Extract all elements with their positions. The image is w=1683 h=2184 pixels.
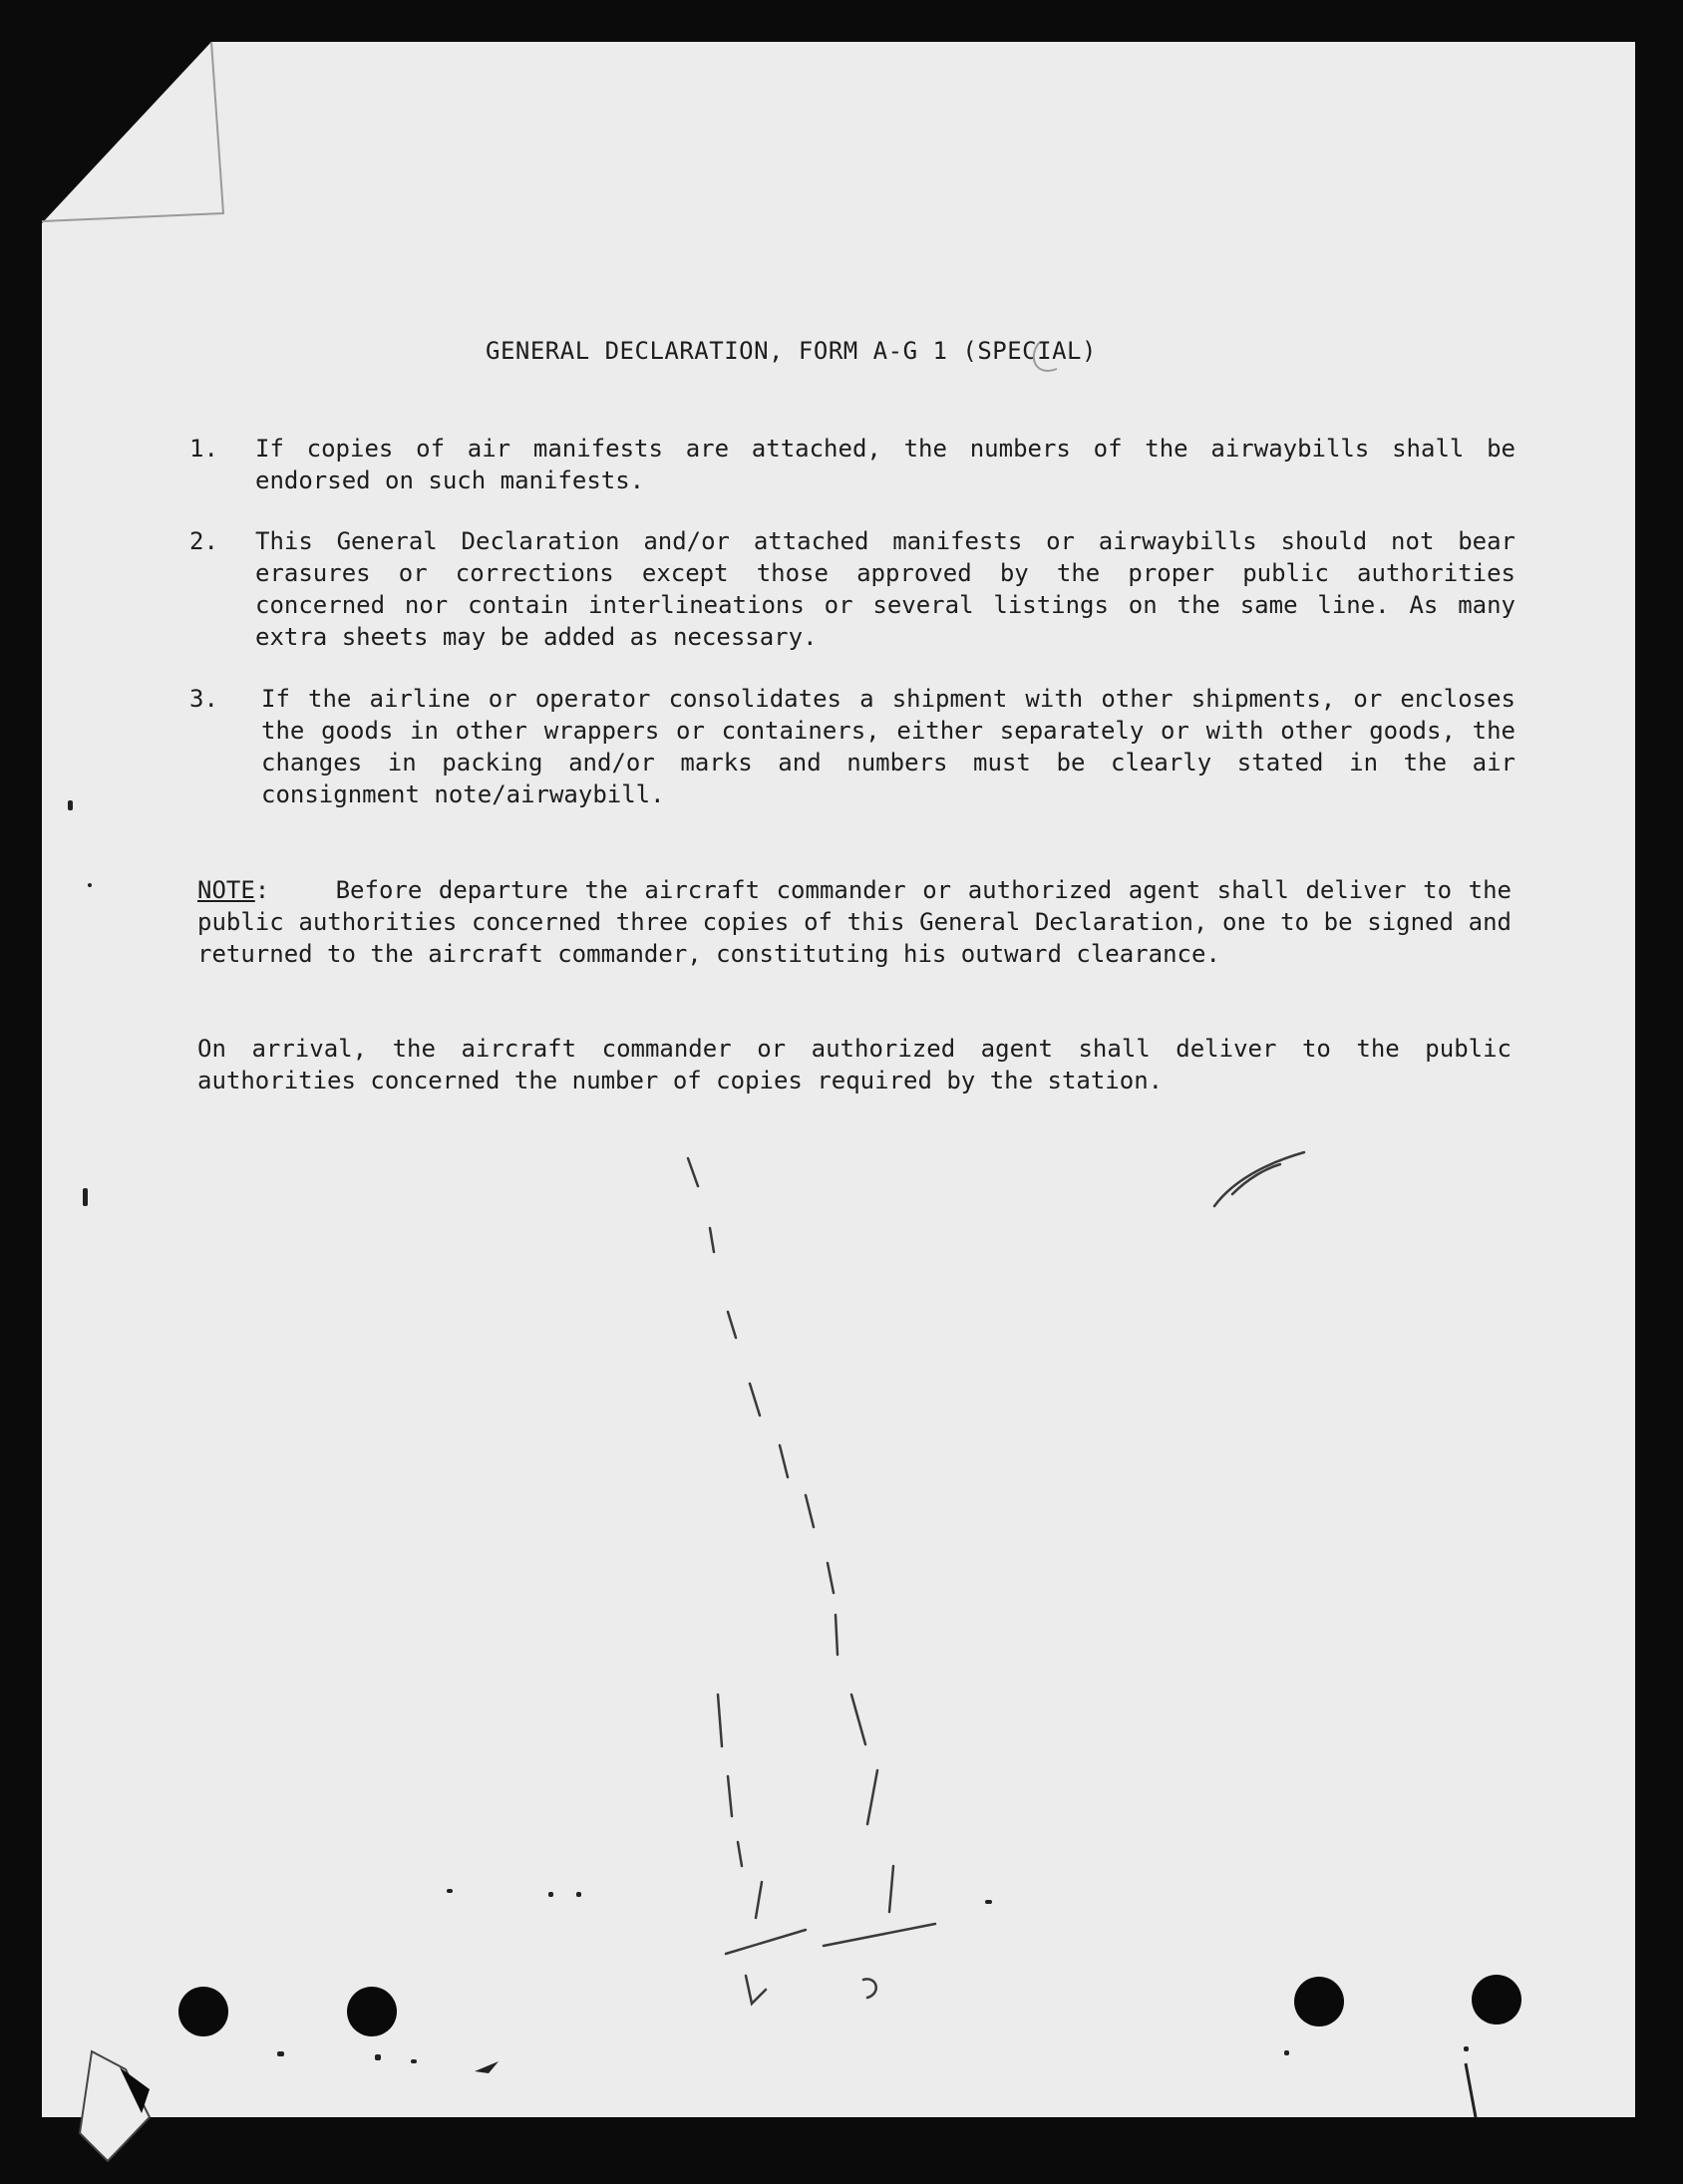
arrival-paragraph: On arrival, the aircraft commander or authorized agent shall deliver to the public authorities concerned the number of copies required by the station. xyxy=(197,1035,1512,1094)
note-label: NOTE xyxy=(197,876,255,904)
page-title: GENERAL DECLARATION, FORM A-G 1 (SPECIAL) xyxy=(486,337,1097,365)
note-label-colon: : xyxy=(254,876,270,904)
scan-speck xyxy=(1464,2046,1469,2051)
scan-speck xyxy=(375,2054,381,2060)
scan-speck xyxy=(985,1900,992,1904)
scan-speck xyxy=(447,1889,453,1893)
scan-speck xyxy=(411,2059,417,2063)
scan-speck xyxy=(68,800,73,810)
scan-speck xyxy=(83,1188,88,1206)
punch-hole xyxy=(347,1987,397,2036)
item-number: 2. xyxy=(189,527,218,555)
item-text: If the airline or operator consolidates a shipment with other shipments, or encloses the goods in other wrappers or containers, either separately or with other goods, the changes in packing and/or marks and numbers must be clearly stated in the air consignment note/airwaybill. xyxy=(261,685,1515,808)
punch-hole xyxy=(1472,1975,1521,2025)
scan-speck xyxy=(277,2051,284,2056)
scan-speck xyxy=(576,1892,581,1897)
note-paragraph xyxy=(197,874,1512,970)
scan-speck xyxy=(1284,2050,1289,2055)
punch-hole xyxy=(1294,1977,1344,2027)
punch-hole xyxy=(178,1987,228,2036)
item-number: 3. xyxy=(189,685,218,713)
item-number: 1. xyxy=(189,435,218,463)
scan-speck xyxy=(88,883,92,887)
item-text: If copies of air manifests are attached, the numbers of the airwaybills shall be endorsed on such manifests. xyxy=(255,435,1515,494)
note-text: Before departure the aircraft commander or authorized agent shall deliver to the public authorities concerned three copies of this General Declaration, one to be signed and returned to the aircraft commander, constituting his outward clearance. xyxy=(197,876,1513,968)
scan-speck xyxy=(548,1892,553,1897)
item-text: This General Declaration and/or attached manifests or airwaybills should not bear erasures or corrections except those approved by the proper public authorities concerned nor contain interlineations or several listings on the same line. As many extra sheets may be added as necessary. xyxy=(255,527,1515,651)
